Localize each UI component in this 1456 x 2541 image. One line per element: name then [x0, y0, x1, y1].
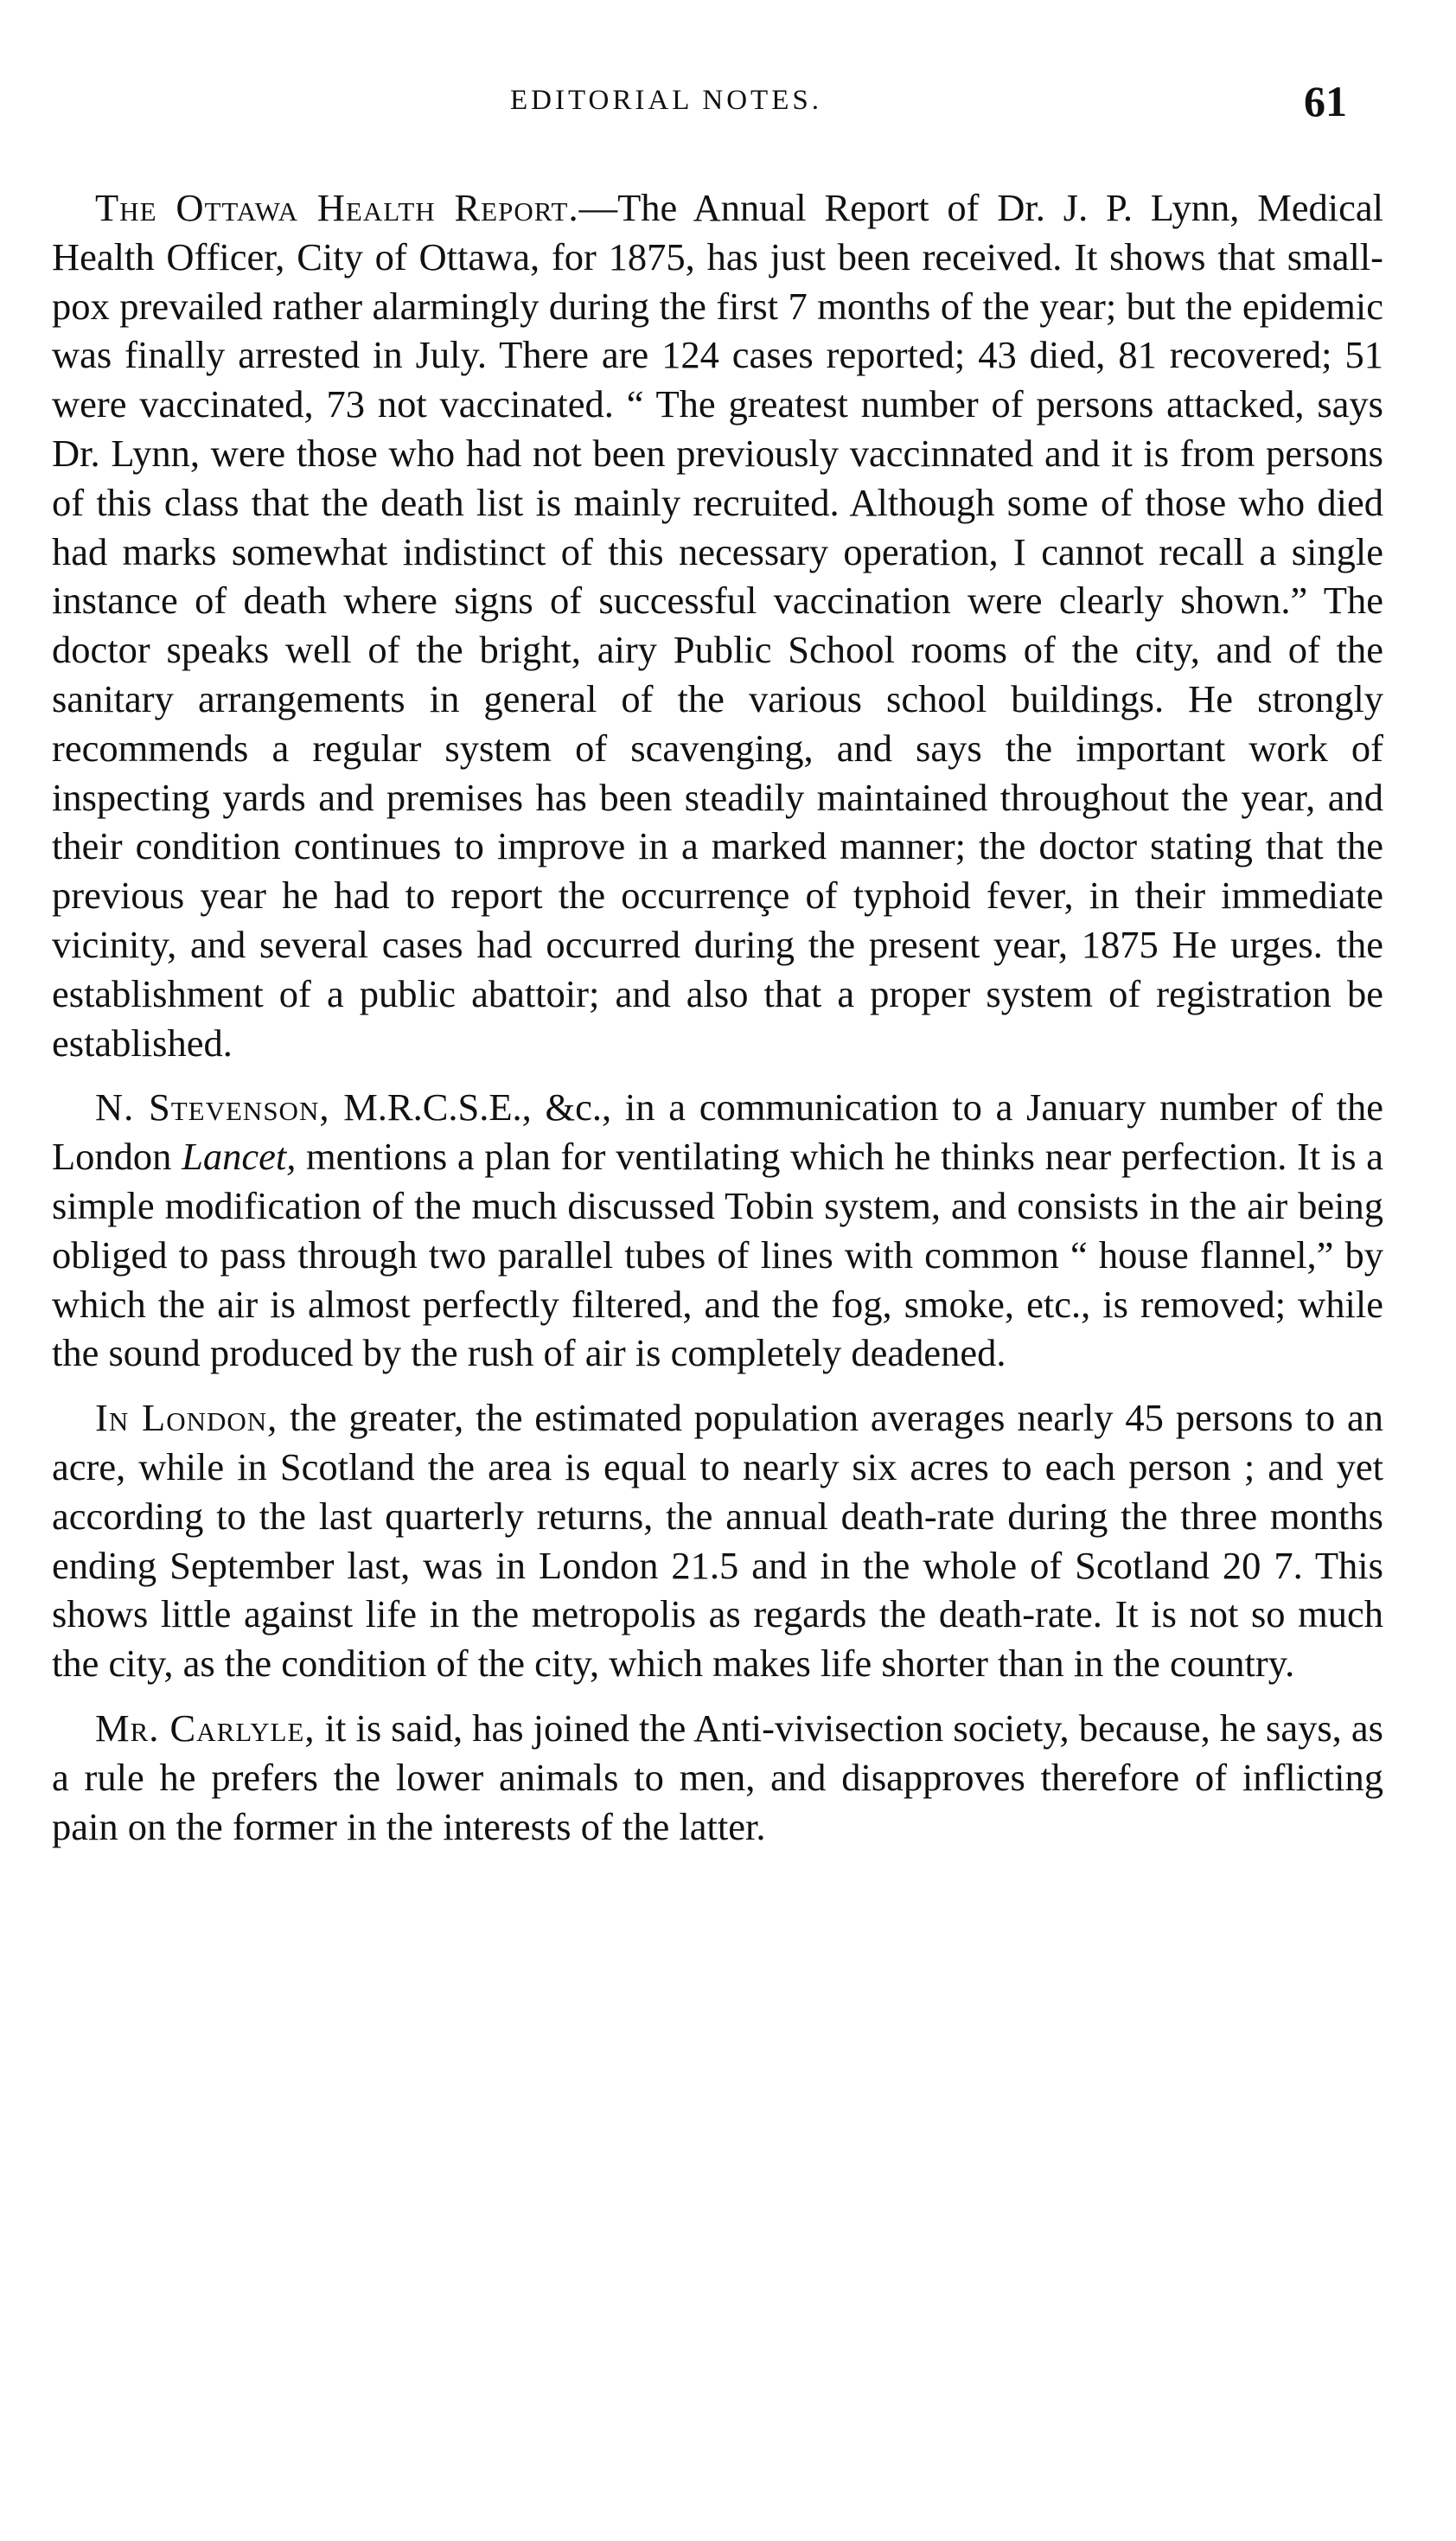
paragraph-lead: In London,	[95, 1396, 278, 1440]
paragraph-in-london	[52, 1393, 1383, 1688]
paragraph-carlyle	[52, 1704, 1383, 1851]
paragraph-lead: Mr. Carlyle,	[95, 1706, 316, 1750]
article-body	[52, 183, 1383, 1866]
paragraph-stevenson	[52, 1083, 1383, 1378]
paragraph-lead: The Ottawa Health Report.	[95, 186, 579, 229]
running-title: EDITORIAL NOTES.	[510, 85, 822, 116]
paragraph-lead: N. Stevenson,	[95, 1085, 330, 1130]
paragraph-text: mentions a plan for ventilating which he thinks near perfection. It is a simple modification of the much discussed Tobin system, and consists in the air being obliged to pass through two parallel tubes of lines with common “ house flannel,” by which the air is almost perfectly filtered, and the fog, smoke, etc., is removed; while the sound produced by the rush of air is completely deadened.	[52, 1135, 1383, 1375]
paragraph-text: M.R.C.S.E., &c., in a communication to a January number of the London	[52, 1085, 1383, 1179]
paragraph-text: —The Annual Report of Dr. J. P. Lynn, Medical Health Officer, City of Ottawa, for 1875, has just been received. It shows that small-pox prevailed rather alarmingly during the first 7 months of the year; but the epidemic was finally arrested in July. There are 124 cases reported; 43 died, 81 recovered; 51 were vaccinated, 73 not vaccinated. “ The greatest number of persons attacked, says Dr. Lynn, were those who had not been previously vaccinnated and it is from persons of this class that the death list is mainly recruited. Although some of those who died had marks somewhat indistinct of this necessary operation, I cannot recall a single instance of death where signs of successful vaccination were clearly shown.” The doctor speaks well of the bright, airy Public School rooms of the city, and of the sanitary arrangements in general of the various school buildings. He strongly recommends a regular system of scavenging, and says the important work of inspecting yards and premises has been steadily maintained throughout the year, and their condition continues to improve in a marked manner; the doctor stating that the previous year he had to report the occurrençe of typhoid fever, in their immediate vicinity, and several cases had occurred during the present year, 1875 He urges. the establishment of a public abattoir; and also that a proper system of registration be established.	[52, 186, 1383, 1065]
page-number: 61	[1304, 77, 1347, 125]
paragraph-ottawa-health-report	[52, 183, 1383, 1067]
journal-title: Lancet,	[182, 1135, 297, 1179]
running-header	[0, 77, 1456, 137]
paragraph-text: it is said, has joined the Anti-vivisection society, because, he says, as a rule he prefers the lower animals to men, and disapproves therefore of inflicting pain on the former in the interests of the latter.	[52, 1706, 1383, 1848]
paragraph-text: the greater, the estimated population averages nearly 45 persons to an acre, while in Scotland the area is equal to nearly six acres to each person ; and yet according to the last quarterly returns, the annual death-rate during the three months ending September last, was in London 21.5 and in the whole of Scotland 20 7. This shows little against life in the metropolis as regards the death-rate. It is not so much the city, as the condition of the city, which makes life shorter than in the country.	[52, 1396, 1384, 1686]
